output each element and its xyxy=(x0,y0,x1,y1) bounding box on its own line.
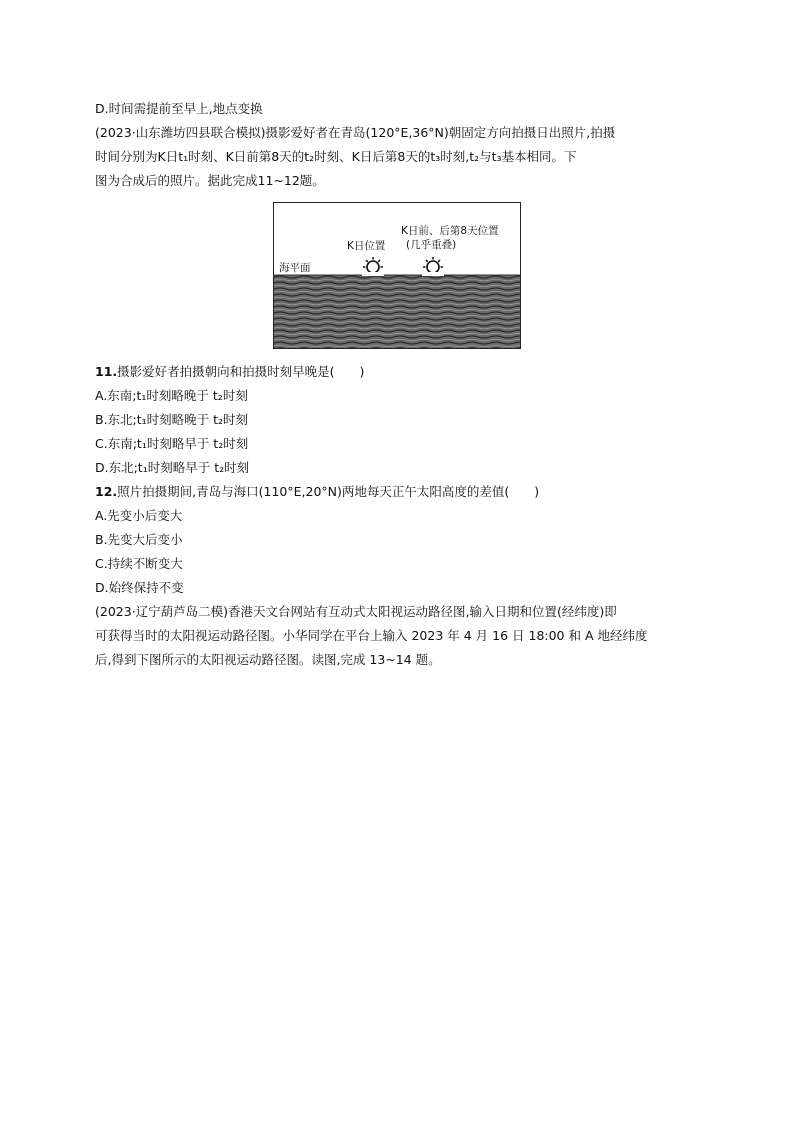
question-11 xyxy=(95,364,364,380)
passage2-line-3: 后,得到下图所示的太阳视运动路径图。读图,完成 13~14 题。 xyxy=(95,652,441,667)
q12-option-c: C.持续不断变大 xyxy=(95,556,183,571)
passage2-line-1: (2023·辽宁葫芦岛二模)香港天文台网站有互动式太阳视运动路径图,输入日期和位置(经纬度)即 xyxy=(95,604,617,619)
passage-line-2: 时间分别为K日t₁时刻、K日前第8天的t₂时刻、K日后第8天的t₃时刻,t₂与t₃基本相同。下 xyxy=(95,149,577,164)
question-12 xyxy=(95,484,539,500)
q12-option-d: D.始终保持不变 xyxy=(95,580,184,595)
passage2-line-2: 可获得当时的太阳视运动路径图。小华同学在平台上输入 2023 年 4 月 16 日 18:00 和 A 地经纬度 xyxy=(95,628,648,643)
sunrise-photo-figure xyxy=(273,202,521,349)
q12-option-b: B.先变大后变小 xyxy=(95,532,183,547)
sun-k-day-icon xyxy=(362,257,384,276)
overlap-note-label: (几乎重叠) xyxy=(406,239,457,251)
q11-option-d: D.东北;t₁时刻略早于 t₂时刻 xyxy=(95,460,250,475)
question-12-stem: 照片拍摄期间,青岛与海口(110°E,20°N)两地每天正午太阳高度的差值( ) xyxy=(117,484,540,499)
q11-option-a: A.东南;t₁时刻略晚于 t₂时刻 xyxy=(95,388,248,403)
passage-line-1: (2023·山东潍坊四县联合模拟)摄影爱好者在青岛(120°E,36°N)朝固定方向拍摄日出照片,拍摄 xyxy=(95,125,616,140)
sea-surface xyxy=(274,275,521,349)
q11-option-c: C.东南;t₁时刻略早于 t₂时刻 xyxy=(95,436,249,451)
passage-line-3: 图为合成后的照片。据此完成11~12题。 xyxy=(95,173,325,188)
question-11-stem: 摄影爱好者拍摄朝向和拍摄时刻早晚是( ) xyxy=(117,364,365,379)
question-11-number: 11. xyxy=(95,364,118,379)
k-day-position-label: K日位置 xyxy=(347,240,386,252)
q11-option-b: B.东北;t₁时刻略晚于 t₂时刻 xyxy=(95,412,249,427)
sea-level-label: 海平面 xyxy=(279,262,311,274)
option-d-previous: D.时间需提前至早上,地点变换 xyxy=(95,101,263,116)
before-after-position-label: K日前、后第8天位置 xyxy=(401,225,499,237)
sun-before-after-icon xyxy=(422,257,444,276)
q12-option-a: A.先变小后变大 xyxy=(95,508,183,523)
question-12-number: 12. xyxy=(95,484,118,499)
